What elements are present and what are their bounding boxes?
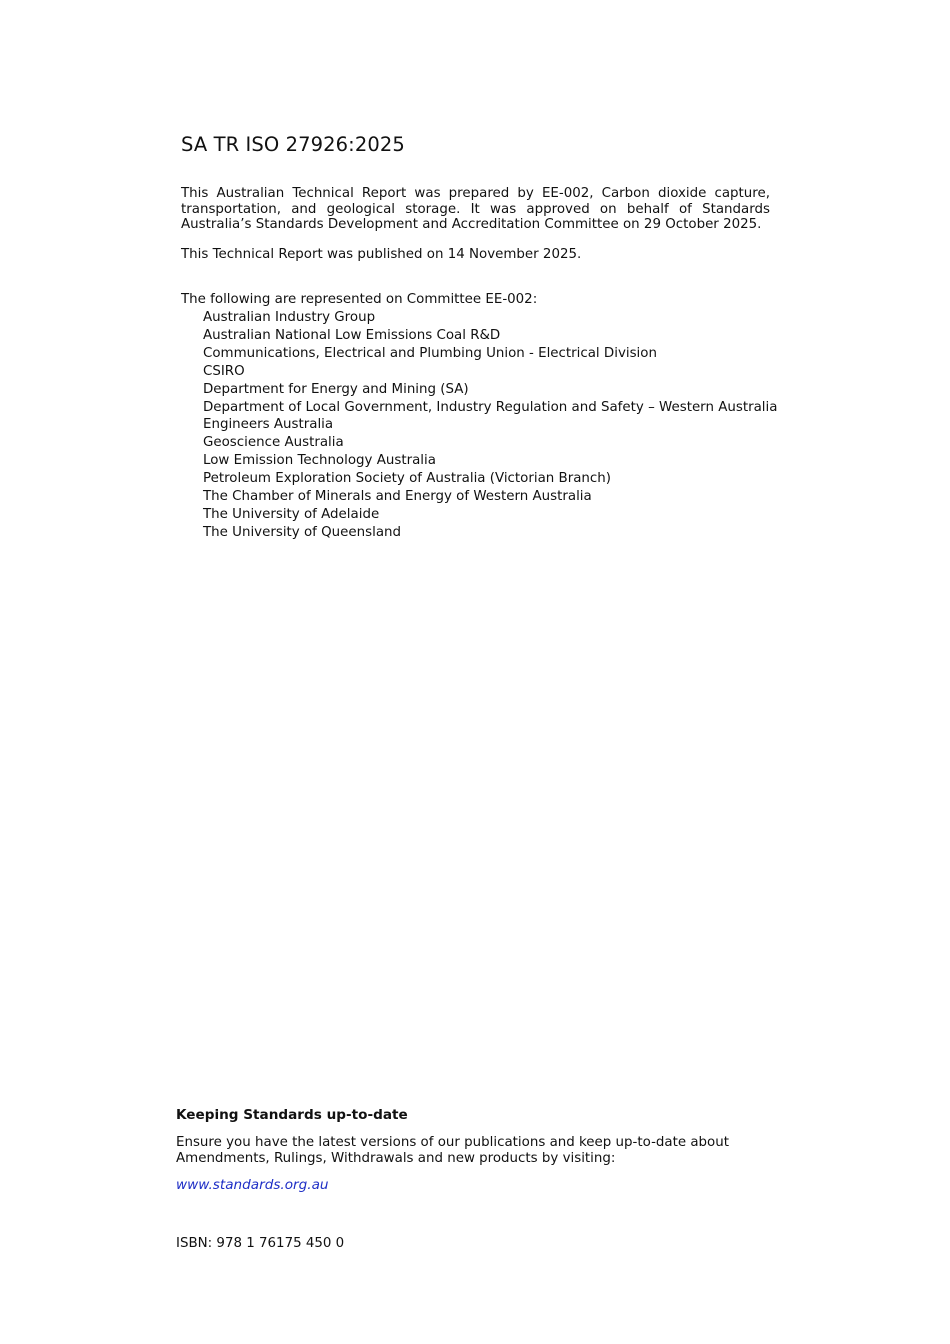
- intro-paragraph: This Australian Technical Report was prepared by EE-002, Carbon dioxide capture, transportation, and geological storage. It was approved on behalf of Standards Australia’s Standards Development and Accreditation Committee on 29 October 2025.: [181, 186, 770, 232]
- committee-member: Australian National Low Emissions Coal R&D: [203, 327, 501, 343]
- committee-member: Low Emission Technology Australia: [203, 453, 436, 469]
- isbn-text: ISBN: 978 1 76175 450 0: [176, 1236, 345, 1251]
- committee-member: Department of Local Government, Industry Regulation and Safety – Western Australia: [203, 399, 778, 415]
- published-date-text: This Technical Report was published on 14 November 2025.: [181, 247, 582, 262]
- committee-member: Department for Energy and Mining (SA): [203, 381, 469, 397]
- committee-member: Australian Industry Group: [203, 310, 376, 325]
- standards-website-link[interactable]: www.standards.org.au: [176, 1177, 329, 1193]
- committee-member: CSIRO: [203, 363, 245, 379]
- keeping-standards-heading: Keeping Standards up-to-date: [176, 1107, 408, 1123]
- committee-member: Geoscience Australia: [203, 435, 344, 451]
- committee-intro: The following are represented on Committee EE-002:: [181, 292, 538, 307]
- keeping-standards-text: Ensure you have the latest versions of our publications and keep up-to-date about Amendments, Rulings, Withdrawals and new products by visiting:: [176, 1135, 729, 1166]
- document-title: SA TR ISO 27926:2025: [181, 133, 405, 156]
- committee-member-list: [181, 309, 777, 542]
- committee-member: Engineers Australia: [203, 417, 334, 433]
- committee-member: Communications, Electrical and Plumbing Union - Electrical Division: [203, 345, 657, 361]
- committee-section: [181, 292, 777, 542]
- committee-member: The Chamber of Minerals and Energy of Western Australia: [203, 489, 592, 505]
- committee-member: The University of Adelaide: [203, 506, 380, 522]
- committee-member: Petroleum Exploration Society of Australia (Victorian Branch): [203, 471, 611, 487]
- committee-member: The University of Queensland: [203, 524, 402, 540]
